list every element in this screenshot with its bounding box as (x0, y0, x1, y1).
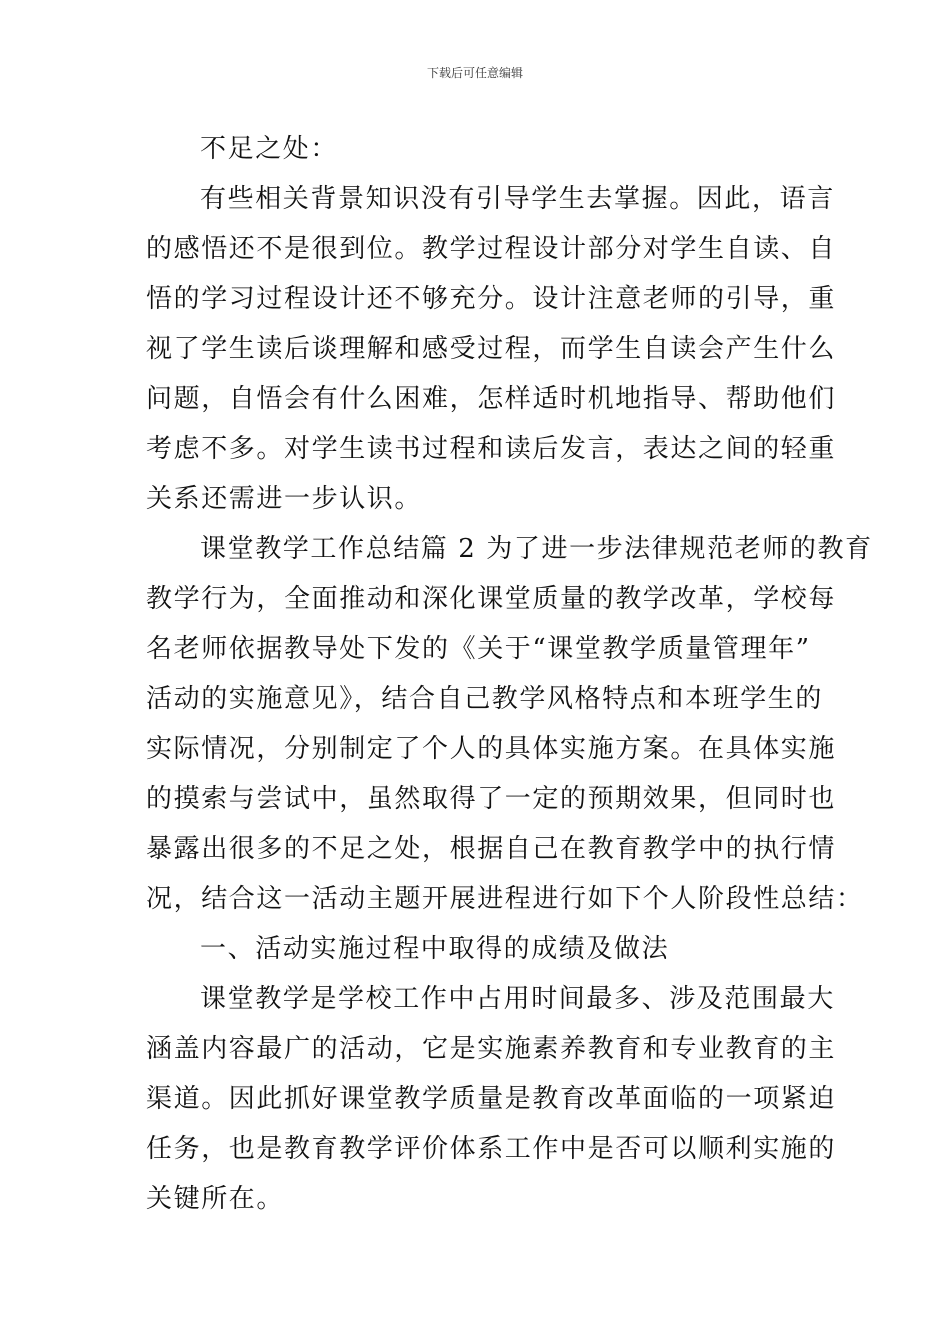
text-line: 暴露出很多的不足之处，根据自己在教育教学中的执行情 (146, 834, 837, 864)
text-line: 涵盖内容最广的活动，它是实施素养教育和专业教育的主 (146, 1034, 837, 1064)
text-line: 悟的学习过程设计还不够充分。设计注意老师的引导，重 (146, 284, 837, 314)
text-line: 渠道。因此抓好课堂教学质量是教育改革面临的一项紧迫 (146, 1084, 837, 1114)
text-line: 的摸索与尝试中，虽然取得了一定的预期效果，但同时也 (146, 784, 837, 814)
text-line: 课堂教学是学校工作中占用时间最多、涉及范围最大 (200, 984, 835, 1014)
text-line: 不足之处： (200, 134, 339, 164)
document-body (146, 124, 873, 1224)
text-line: 任务，也是教育教学评价体系工作中是否可以顺利实施的 (146, 1134, 837, 1164)
text-line: 况，结合这一活动主题开展进程进行如下个人阶段性总结： (146, 884, 864, 914)
text-line: 有些相关背景知识没有引导学生去掌握。因此，语言 (200, 184, 835, 214)
text-line: 问题，自悟会有什么困难，怎样适时机地指导、帮助他们 (146, 384, 837, 414)
page-header-note: 下载后可任意编辑 (426, 66, 523, 80)
text-line: 关键所在。 (146, 1184, 285, 1214)
text-line: 课堂教学工作总结篇 2 为了进一步法律规范老师的教育 (200, 534, 873, 564)
text-line: 实际情况，分别制定了个人的具体实施方案。在具体实施 (146, 734, 837, 764)
text-line: 关系还需进一步认识。 (146, 484, 423, 514)
text-line: 视了学生读后谈理解和感受过程，而学生自读会产生什么 (146, 334, 837, 364)
section-heading: 一、活动实施过程中取得的成绩及做法 (200, 934, 670, 964)
text-line: 名老师依据教导处下发的《关于“课堂教学质量管理年” (146, 634, 811, 664)
text-line: 考虑不多。对学生读书过程和读后发言，表达之间的轻重 (146, 434, 837, 464)
text-line: 教学行为，全面推动和深化课堂质量的教学改革，学校每 (146, 584, 837, 614)
text-line: 的感悟还不是很到位。教学过程设计部分对学生自读、自 (146, 234, 837, 264)
text-line: 活动的实施意见》，结合自己教学风格特点和本班学生的 (146, 684, 824, 714)
